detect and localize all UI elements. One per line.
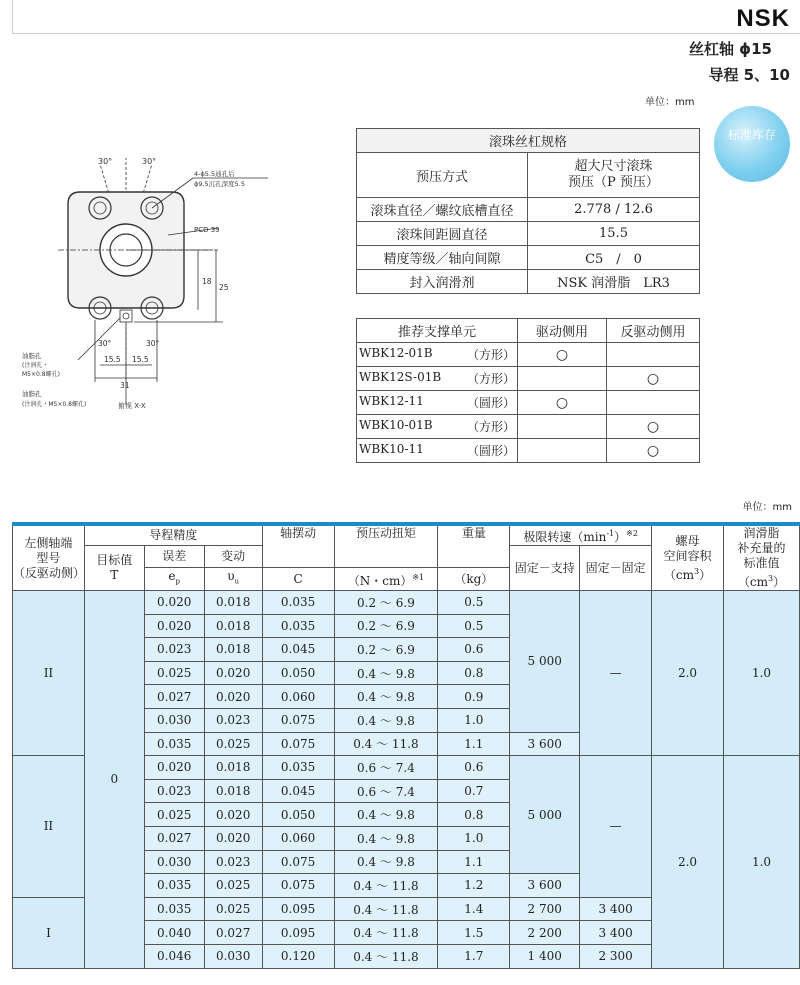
standard-stock-badge [714, 106, 790, 182]
ball-screw-spec-table [356, 128, 700, 294]
col-error-sym [144, 568, 204, 591]
spec-value-line: 超大尺寸滚珠 [574, 159, 653, 174]
err-cell: 0.025 [144, 661, 204, 685]
var-cell: 0.027 [204, 921, 262, 945]
err-cell: 0.020 [144, 756, 204, 780]
speed-ff-cell: 3 400 [580, 921, 652, 945]
hdr-note: ※2 [626, 529, 638, 538]
var-cell: 0.018 [204, 756, 262, 780]
view-label: 俯视 X-X [118, 402, 146, 410]
torque-cell: 0.4 ～ 9.8 [334, 661, 438, 685]
target-cell: 0 [84, 591, 144, 969]
hdr-text: 极限转速（min [523, 530, 607, 544]
torque-cell: 0.4 ～ 11.8 [334, 732, 438, 756]
table-row [13, 591, 800, 615]
col-grease [724, 524, 800, 591]
var-cell: 0.020 [204, 803, 262, 827]
weight-cell: 1.0 [438, 826, 510, 850]
runout-cell: 0.045 [262, 638, 334, 662]
hdr-sup: 3 [694, 566, 700, 576]
col-weight-unit: （kg） [438, 568, 510, 591]
col-weight: 重量 [438, 524, 510, 568]
hdr-text: 润滑脂 [743, 526, 780, 540]
err-cell: 0.020 [144, 591, 204, 615]
speed-fs-cell: 3 600 [510, 732, 580, 756]
var-cell: 0.023 [204, 708, 262, 732]
err-cell: 0.030 [144, 708, 204, 732]
spec-table-title: 滚珠丝杠规格 [357, 129, 700, 153]
weight-cell: 1.0 [438, 708, 510, 732]
support-header: 推荐支撑单元 [357, 319, 518, 343]
err-cell: 0.025 [144, 803, 204, 827]
runout-cell: 0.120 [262, 944, 334, 968]
err-cell: 0.027 [144, 826, 204, 850]
weight-cell: 0.8 [438, 803, 510, 827]
var-cell: 0.025 [204, 897, 262, 921]
runout-cell: 0.035 [262, 614, 334, 638]
err-cell: 0.030 [144, 850, 204, 874]
err-cell: 0.023 [144, 779, 204, 803]
runout-cell: 0.075 [262, 732, 334, 756]
weight-cell: 1.2 [438, 874, 510, 898]
col-runout: 轴摆动 [262, 524, 334, 568]
support-model [357, 343, 518, 367]
weight-cell: 0.8 [438, 661, 510, 685]
col-fixed-fixed: 固定－固定 [580, 546, 652, 591]
var-cell: 0.020 [204, 826, 262, 850]
drive-mark [518, 367, 607, 391]
torque-cell: 0.4 ～ 11.8 [334, 897, 438, 921]
weight-cell: 1.1 [438, 850, 510, 874]
drive-mark: ○ [518, 391, 607, 415]
anti-drive-mark [607, 343, 700, 367]
hole-note-2: ϕ9.5沉孔深度5.5 [194, 180, 245, 188]
runout-cell: 0.045 [262, 779, 334, 803]
oil-hole-b-note: (注润孔・M5×0.8螺孔) [22, 401, 87, 408]
runout-cell: 0.075 [262, 708, 334, 732]
var-cell: 0.025 [204, 874, 262, 898]
drive-mark [518, 415, 607, 439]
speed-ff-cell: 3 400 [580, 897, 652, 921]
runout-cell: 0.060 [262, 685, 334, 709]
weight-cell: 0.6 [438, 756, 510, 780]
hdr-note: ※1 [412, 572, 425, 582]
angle-label: 30° [98, 339, 112, 348]
spec-value: C5 / 0 [528, 246, 700, 270]
torque-cell: 0.6 ～ 7.4 [334, 779, 438, 803]
support-model [357, 391, 518, 415]
oil-hole-a-label: 油脂孔 [22, 352, 42, 360]
support-model-shape: （方形） [466, 372, 515, 386]
hdr-sub: p [175, 577, 181, 586]
unit-label-main: 单位：mm [742, 502, 792, 513]
var-cell: 0.018 [204, 779, 262, 803]
hdr-text: 左侧轴端 [24, 535, 73, 550]
col-nut-volume [652, 524, 724, 591]
torque-cell: 0.4 ～ 11.8 [334, 874, 438, 898]
angle-label: 30° [142, 157, 157, 166]
col-variation: 变动 [204, 546, 262, 568]
speed-fs-cell: 1 400 [510, 944, 580, 968]
page-title-lead: 导程 5、10 [708, 66, 790, 84]
support-model-shape: （方形） [466, 348, 515, 362]
dim-31-label: 31 [120, 381, 130, 390]
hdr-text: （cm [663, 567, 695, 582]
weight-cell: 0.9 [438, 685, 510, 709]
err-cell: 0.035 [144, 732, 204, 756]
support-model [357, 367, 518, 391]
support-model [357, 415, 518, 439]
weight-cell: 0.7 [438, 779, 510, 803]
weight-cell: 1.4 [438, 897, 510, 921]
oil-hole-a-note: (注润孔・ [22, 362, 49, 369]
support-model [357, 439, 518, 463]
torque-cell: 0.4 ～ 11.8 [334, 944, 438, 968]
page-title-shaft: 丝杠轴 ϕ15 [688, 40, 772, 58]
hdr-text: 空间容积 [663, 548, 712, 563]
spec-value [528, 153, 700, 198]
support-unit-table [356, 318, 700, 463]
anti-drive-mark: ○ [607, 415, 700, 439]
grease-cell: 1.0 [724, 756, 800, 968]
spec-value: NSK 润滑脂 LR3 [528, 270, 700, 294]
var-cell: 0.020 [204, 685, 262, 709]
hdr-text: ） [614, 530, 627, 544]
runout-cell: 0.050 [262, 803, 334, 827]
dim-18-label: 18 [202, 277, 212, 286]
dim-15-5-label: 15.5 [104, 355, 121, 364]
col-fixed-support: 固定－支持 [510, 546, 580, 591]
drive-mark [518, 439, 607, 463]
hdr-text: ） [773, 575, 786, 589]
spec-label: 预压方式 [357, 153, 528, 198]
runout-cell: 0.035 [262, 591, 334, 615]
hole-note-1: 4-ϕ5.5通孔后 [194, 170, 235, 178]
err-cell: 0.040 [144, 921, 204, 945]
hdr-text: T [110, 568, 119, 582]
hdr-text: 补充量的 [737, 541, 786, 555]
spec-value: 2.778 / 12.6 [528, 198, 700, 222]
runout-cell: 0.035 [262, 756, 334, 780]
torque-cell: 0.4 ～ 9.8 [334, 826, 438, 850]
anti-drive-mark: ○ [607, 367, 700, 391]
anti-drive-mark: ○ [607, 439, 700, 463]
spec-label: 滚珠间距圆直径 [357, 222, 528, 246]
col-error: 误差 [144, 546, 204, 568]
support-header: 反驱动侧用 [607, 319, 700, 343]
support-model-shape: （圆形） [466, 396, 515, 410]
oil-hole-b-label: 油脂孔 [22, 390, 42, 398]
hdr-text: 螺母 [675, 533, 700, 548]
speed-fs-cell: 5 000 [510, 756, 580, 874]
dim-25-label: 25 [219, 283, 229, 292]
spec-label: 封入润滑剂 [357, 270, 528, 294]
angle-label: 30° [98, 157, 113, 166]
model-cell: II [13, 756, 85, 898]
angle-label: 30° [146, 339, 160, 348]
spec-label: 滚珠直径／螺纹底槽直径 [357, 198, 528, 222]
hdr-text: ） [699, 567, 712, 582]
oil-hole-a-note: M5×0.8螺孔) [22, 371, 60, 378]
col-speed [510, 524, 652, 546]
torque-cell: 0.6 ～ 7.4 [334, 756, 438, 780]
torque-cell: 0.4 ～ 9.8 [334, 850, 438, 874]
hdr-text: （N・cm） [347, 573, 413, 588]
hdr-text: 型号 [36, 550, 61, 565]
err-cell: 0.020 [144, 614, 204, 638]
model-cell: I [13, 897, 85, 968]
weight-cell: 1.1 [438, 732, 510, 756]
support-header: 驱动侧用 [518, 319, 607, 343]
nsk-logo: NSK [736, 5, 790, 32]
hdr-sup: 3 [768, 574, 774, 583]
support-model-code: WBK12-11 [359, 394, 424, 408]
col-runout-sym: C [262, 568, 334, 591]
hdr-text: 标准值 [743, 556, 780, 570]
spec-label: 精度等级／轴向间隙 [357, 246, 528, 270]
speed-ff-cell: — [580, 591, 652, 756]
support-model-shape: （方形） [466, 420, 515, 434]
speed-fs-cell: 2 200 [510, 921, 580, 945]
unit-label-top: 单位：mm [645, 97, 695, 108]
main-spec-table [12, 522, 800, 969]
col-variation-sym [204, 568, 262, 591]
drive-mark: ○ [518, 343, 607, 367]
support-model-code: WBK10-01B [359, 418, 433, 432]
hdr-sub: u [234, 577, 240, 586]
hdr-text: υ [227, 568, 235, 583]
col-model [13, 524, 85, 591]
model-cell: II [13, 591, 85, 756]
var-cell: 0.025 [204, 732, 262, 756]
torque-cell: 0.4 ～ 9.8 [334, 708, 438, 732]
torque-cell: 0.2 ～ 6.9 [334, 591, 438, 615]
err-cell: 0.035 [144, 874, 204, 898]
col-target [84, 546, 144, 591]
hdr-sup: -1 [606, 529, 615, 538]
runout-cell: 0.050 [262, 661, 334, 685]
var-cell: 0.018 [204, 591, 262, 615]
col-torque-unit [334, 568, 438, 591]
weight-cell: 0.5 [438, 614, 510, 638]
speed-fs-cell: 5 000 [510, 591, 580, 733]
speed-fs-cell: 2 700 [510, 897, 580, 921]
anti-drive-mark [607, 391, 700, 415]
support-model-shape: （圆形） [466, 444, 515, 458]
var-cell: 0.020 [204, 661, 262, 685]
runout-cell: 0.095 [262, 921, 334, 945]
var-cell: 0.023 [204, 850, 262, 874]
runout-cell: 0.075 [262, 874, 334, 898]
weight-cell: 1.5 [438, 921, 510, 945]
hdr-text: 目标值 [96, 553, 133, 567]
dim-15-5-label: 15.5 [132, 355, 149, 364]
weight-cell: 0.6 [438, 638, 510, 662]
nut-volume-cell: 2.0 [652, 591, 724, 756]
speed-ff-cell: — [580, 756, 652, 898]
support-model-code: WBK12-01B [359, 346, 433, 360]
err-cell: 0.035 [144, 897, 204, 921]
spec-value: 15.5 [528, 222, 700, 246]
torque-cell: 0.2 ～ 6.9 [334, 614, 438, 638]
support-model-code: WBK10-11 [359, 442, 424, 456]
err-cell: 0.023 [144, 638, 204, 662]
torque-cell: 0.4 ～ 9.8 [334, 685, 438, 709]
var-cell: 0.018 [204, 638, 262, 662]
nut-drawing [18, 150, 318, 425]
hdr-text: （cm [737, 575, 768, 589]
spec-value-line: 预压（P 预压） [568, 175, 659, 190]
hdr-text: e [168, 568, 176, 583]
torque-cell: 0.4 ～ 9.8 [334, 803, 438, 827]
runout-cell: 0.060 [262, 826, 334, 850]
runout-cell: 0.095 [262, 897, 334, 921]
weight-cell: 1.7 [438, 944, 510, 968]
var-cell: 0.018 [204, 614, 262, 638]
col-lead-accuracy: 导程精度 [84, 524, 262, 546]
badge-label: 标准库存 [727, 128, 776, 142]
err-cell: 0.046 [144, 944, 204, 968]
torque-cell: 0.4 ～ 11.8 [334, 921, 438, 945]
col-torque: 预压动扭矩 [334, 524, 438, 568]
nut-volume-cell: 2.0 [652, 756, 724, 968]
var-cell: 0.030 [204, 944, 262, 968]
hdr-text: （反驱动侧） [13, 565, 86, 580]
oil-port [120, 310, 132, 322]
weight-cell: 0.5 [438, 591, 510, 615]
err-cell: 0.027 [144, 685, 204, 709]
speed-fs-cell: 3 600 [510, 874, 580, 898]
pcd-label: PCD 39 [194, 226, 220, 234]
torque-cell: 0.2 ～ 6.9 [334, 638, 438, 662]
support-model-code: WBK12S-01B [359, 370, 442, 384]
header-bar [12, 0, 800, 34]
speed-ff-cell: 2 300 [580, 944, 652, 968]
runout-cell: 0.075 [262, 850, 334, 874]
grease-cell: 1.0 [724, 591, 800, 756]
